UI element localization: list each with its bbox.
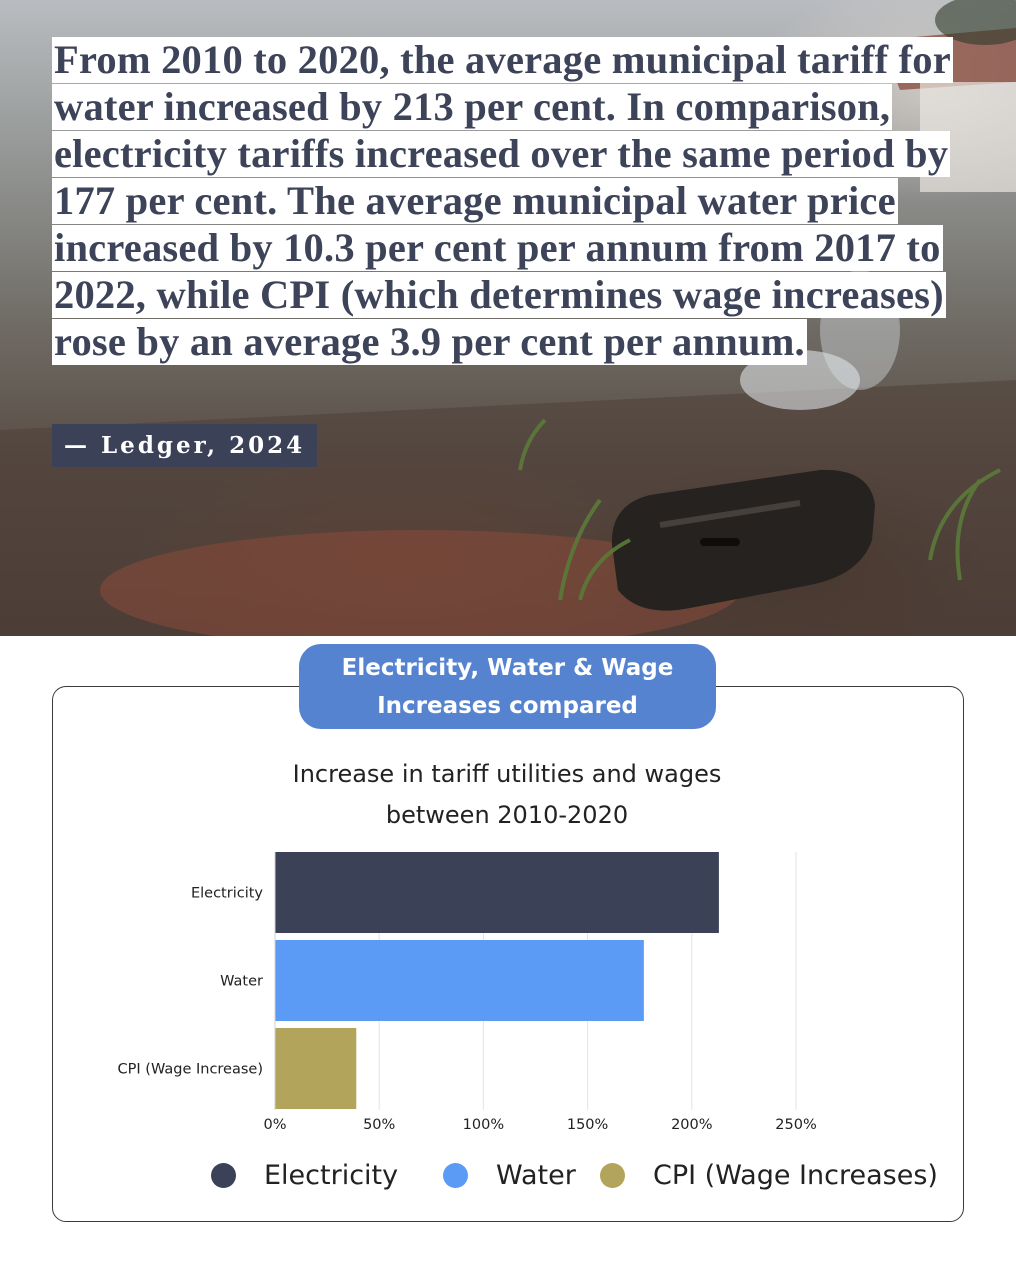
badge-line-2: Increases compared — [377, 692, 638, 719]
legend-dot-water — [443, 1163, 468, 1188]
legend-item-electricity — [211, 1150, 398, 1200]
bar-1 — [275, 940, 644, 1021]
category-label-2: CPI (Wage Increase) — [117, 1061, 263, 1078]
legend-item-cpi — [600, 1150, 938, 1200]
quote-attribution: — Ledger, 2024 — [52, 424, 317, 467]
legend-label-water: Water — [496, 1159, 576, 1191]
category-label-0: Electricity — [190, 885, 263, 902]
chart-legend — [0, 1150, 1016, 1200]
chart-title-line-2: between 2010-2020 — [385, 801, 629, 829]
x-tick-label-250: 250% — [775, 1117, 817, 1133]
x-tick-label-100: 100% — [462, 1117, 505, 1133]
chart-title-line-1: Increase in tariff utilities and wages — [292, 760, 722, 788]
x-tick-label-200: 200% — [671, 1117, 713, 1133]
x-tick-label-150: 150% — [566, 1117, 609, 1133]
legend-label-electricity: Electricity — [264, 1159, 399, 1191]
legend-item-water — [443, 1150, 576, 1200]
quote-highlight: From 2010 to 2020, the average municipal tariff for water increased by 213 per cent. In comparison, electricity tariffs increased over the same period by 177 per cent. The average municipal water price increased by 10.3 per cent per annum from 2017 to 2022, while CPI (which determines wage increases) rose by an average 3.9 per cent per annum. — [54, 37, 951, 364]
badge-line-1: Electricity, Water & Wage — [341, 654, 674, 681]
category-label-1: Water — [220, 973, 263, 990]
legend-dot-electricity — [211, 1163, 236, 1188]
legend-dot-cpi — [600, 1163, 625, 1188]
legend-label-cpi: CPI (Wage Increases) — [653, 1159, 938, 1191]
bar-2 — [275, 1028, 356, 1109]
x-tick-label-50: 50% — [363, 1117, 396, 1133]
bar-0 — [275, 852, 719, 933]
x-tick-label-0: 0% — [263, 1117, 287, 1133]
